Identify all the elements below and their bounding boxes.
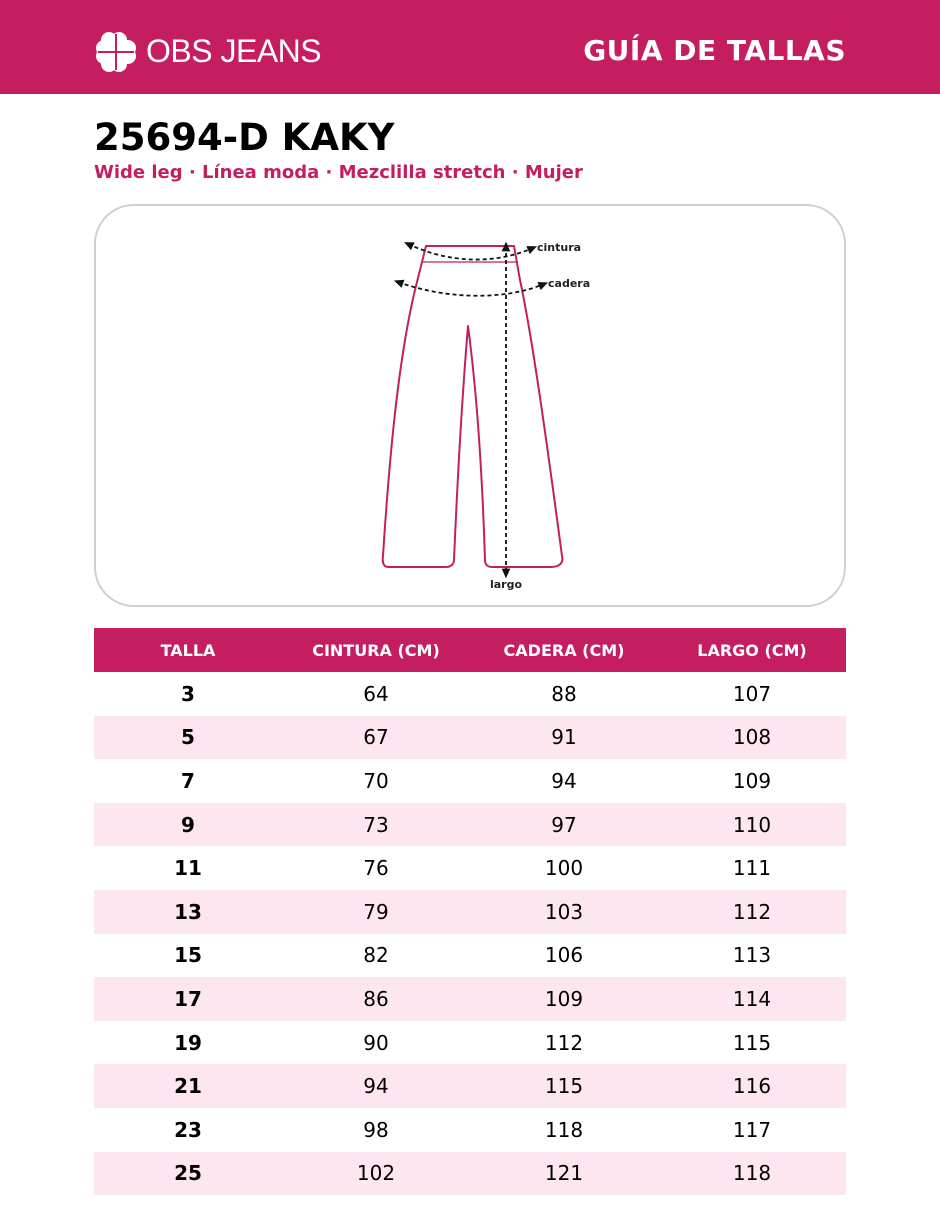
cell-cintura: 82 bbox=[282, 934, 470, 978]
cell-cintura: 76 bbox=[282, 846, 470, 890]
measurement-diagram bbox=[94, 204, 846, 607]
cell-largo: 114 bbox=[658, 977, 846, 1021]
cell-talla: 13 bbox=[94, 890, 282, 934]
cell-cadera: 88 bbox=[470, 672, 658, 716]
cell-cadera: 100 bbox=[470, 846, 658, 890]
cell-largo: 117 bbox=[658, 1108, 846, 1152]
product-title: 25694-D KAKY bbox=[94, 116, 395, 159]
cell-talla: 19 bbox=[94, 1021, 282, 1065]
cell-talla: 5 bbox=[94, 716, 282, 760]
table-header-row bbox=[94, 628, 846, 672]
cell-talla: 15 bbox=[94, 934, 282, 978]
cell-cadera: 109 bbox=[470, 977, 658, 1021]
size-chart-table bbox=[94, 628, 846, 1195]
table-row bbox=[94, 977, 846, 1021]
column-header-cintura: CINTURA (CM) bbox=[282, 628, 470, 672]
cadera-label: cadera bbox=[548, 277, 591, 290]
cell-cintura: 73 bbox=[282, 803, 470, 847]
cell-cintura: 67 bbox=[282, 716, 470, 760]
column-header-largo: LARGO (CM) bbox=[658, 628, 846, 672]
cintura-label: cintura bbox=[537, 241, 582, 254]
table-row bbox=[94, 716, 846, 760]
cell-largo: 110 bbox=[658, 803, 846, 847]
cell-largo: 111 bbox=[658, 846, 846, 890]
table-row bbox=[94, 1064, 846, 1108]
guide-title: GUÍA DE TALLAS bbox=[583, 34, 846, 67]
cell-cadera: 112 bbox=[470, 1021, 658, 1065]
pants-outline bbox=[383, 246, 563, 567]
cell-cadera: 106 bbox=[470, 934, 658, 978]
cell-largo: 113 bbox=[658, 934, 846, 978]
table-row bbox=[94, 890, 846, 934]
column-header-cadera: CADERA (CM) bbox=[470, 628, 658, 672]
cell-largo: 108 bbox=[658, 716, 846, 760]
cell-talla: 9 bbox=[94, 803, 282, 847]
product-subtitle: Wide leg · Línea moda · Mezclilla stretch · Mujer bbox=[94, 162, 583, 183]
table-row bbox=[94, 672, 846, 716]
cell-cadera: 118 bbox=[470, 1108, 658, 1152]
largo-label: largo bbox=[489, 578, 523, 591]
cell-largo: 107 bbox=[658, 672, 846, 716]
cell-cintura: 90 bbox=[282, 1021, 470, 1065]
brand-name: OBS JEANS bbox=[146, 33, 322, 69]
cell-cadera: 94 bbox=[470, 759, 658, 803]
table-row bbox=[94, 759, 846, 803]
cell-talla: 11 bbox=[94, 846, 282, 890]
cell-largo: 118 bbox=[658, 1152, 846, 1196]
cell-cadera: 91 bbox=[470, 716, 658, 760]
table-row bbox=[94, 1021, 846, 1065]
cell-cadera: 121 bbox=[470, 1152, 658, 1196]
cell-cadera: 115 bbox=[470, 1064, 658, 1108]
cell-largo: 116 bbox=[658, 1064, 846, 1108]
cell-talla: 25 bbox=[94, 1152, 282, 1196]
cell-talla: 7 bbox=[94, 759, 282, 803]
cell-talla: 21 bbox=[94, 1064, 282, 1108]
column-header-talla: TALLA bbox=[94, 628, 282, 672]
table-row bbox=[94, 803, 846, 847]
pants-illustration bbox=[96, 206, 844, 605]
cell-cintura: 102 bbox=[282, 1152, 470, 1196]
cell-cintura: 86 bbox=[282, 977, 470, 1021]
cell-cadera: 103 bbox=[470, 890, 658, 934]
cell-largo: 112 bbox=[658, 890, 846, 934]
cell-talla: 23 bbox=[94, 1108, 282, 1152]
table-row bbox=[94, 1152, 846, 1196]
table-row bbox=[94, 846, 846, 890]
header-bar bbox=[0, 0, 940, 94]
cell-cintura: 64 bbox=[282, 672, 470, 716]
cell-talla: 17 bbox=[94, 977, 282, 1021]
cell-cintura: 79 bbox=[282, 890, 470, 934]
cell-cintura: 94 bbox=[282, 1064, 470, 1108]
four-leaf-clover-icon bbox=[94, 30, 138, 74]
cell-largo: 109 bbox=[658, 759, 846, 803]
cell-cadera: 97 bbox=[470, 803, 658, 847]
cell-largo: 115 bbox=[658, 1021, 846, 1065]
table-row bbox=[94, 1108, 846, 1152]
cell-talla: 3 bbox=[94, 672, 282, 716]
cell-cintura: 70 bbox=[282, 759, 470, 803]
cell-cintura: 98 bbox=[282, 1108, 470, 1152]
table-row bbox=[94, 934, 846, 978]
